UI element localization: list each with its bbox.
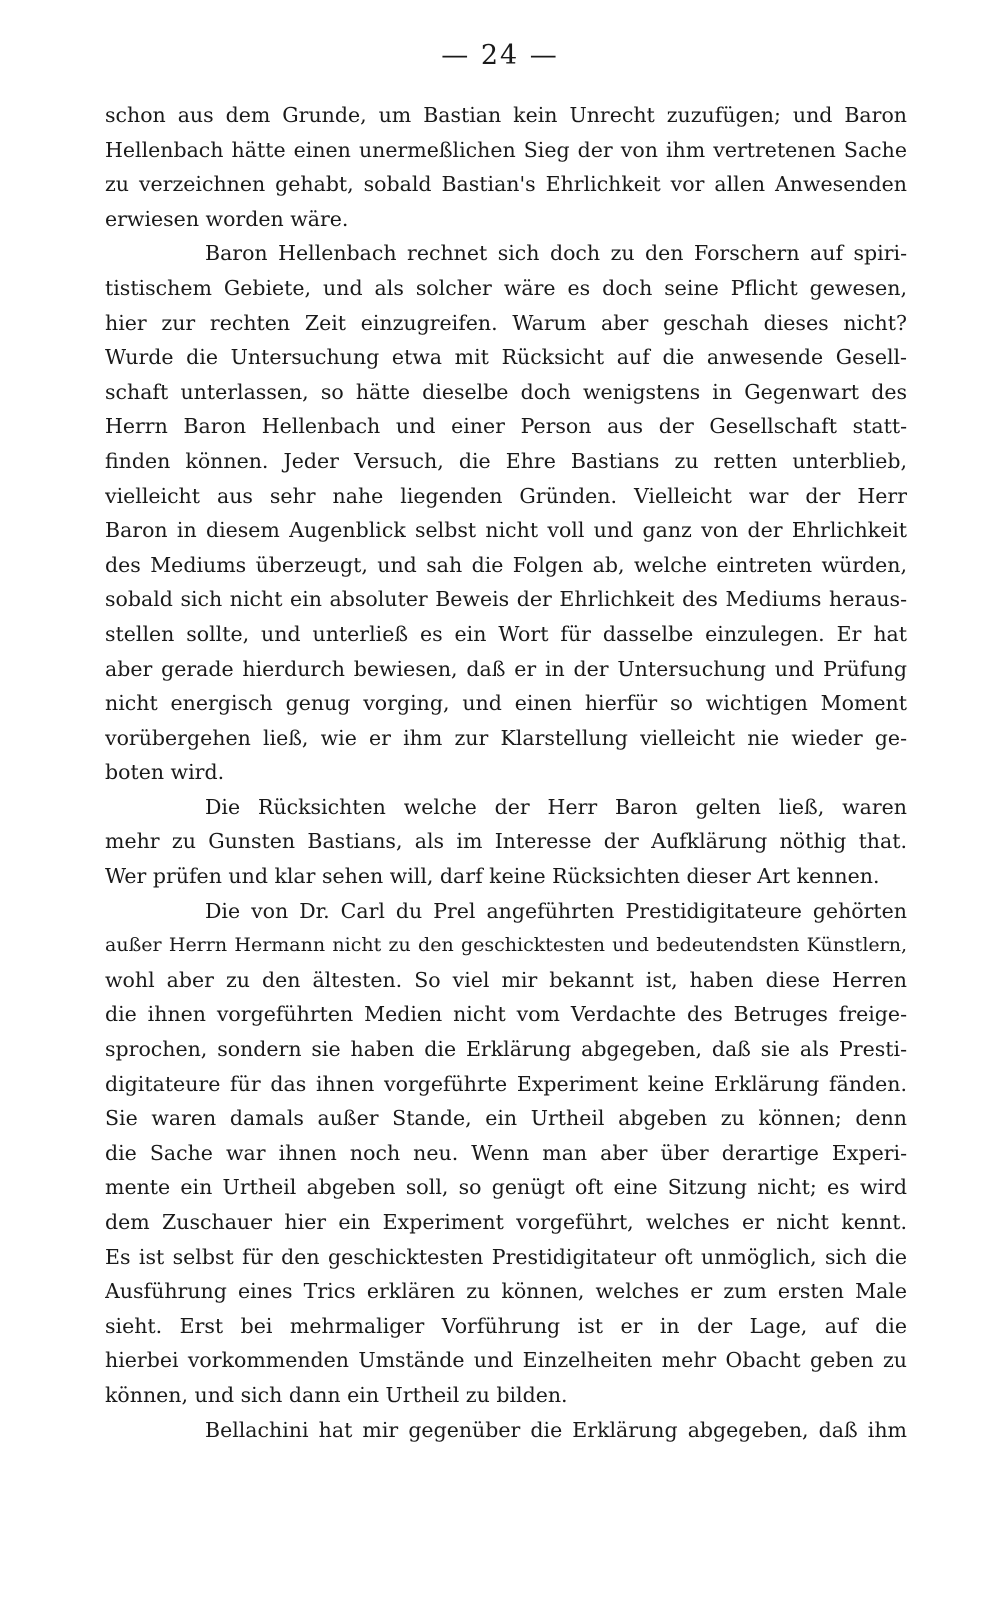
text-line: erwiesen worden wäre. xyxy=(105,206,349,231)
text-line: die Sache war ihnen noch neu. Wenn man aber über derartige Experi- xyxy=(105,1140,907,1165)
text-line: wohl aber zu den ältesten. So viel mir bekannt ist, haben diese Herren xyxy=(105,967,907,992)
text-line: schaft unterlassen, so hätte dieselbe doch wenigstens in Gegenwart des xyxy=(105,379,907,404)
page-number: — 24 — xyxy=(441,40,559,71)
text-line: Es ist selbst für den geschicktesten Prestidigitateur oft unmöglich, sich die xyxy=(105,1244,907,1269)
text-line: Baron Hellenbach rechnet sich doch zu den Forschern auf spiri- xyxy=(205,241,907,266)
text-line: Sie waren damals außer Stande, ein Urtheil abgeben zu können; denn xyxy=(105,1106,907,1131)
text-line: sieht. Erst bei mehrmaliger Vorführung ist er in der Lage, auf die xyxy=(105,1313,907,1338)
text-line: Die Rücksichten welche der Herr Baron gelten ließ, waren xyxy=(205,794,907,819)
text-line: boten wird. xyxy=(105,760,225,785)
text-line: Bellachini hat mir gegenüber die Erklärung abgegeben, daß ihm xyxy=(205,1417,907,1442)
text-line: hierbei vorkommenden Umstände und Einzelheiten mehr Obacht geben zu xyxy=(105,1348,907,1373)
text-line: digitateure für das ihnen vorgeführte Experiment keine Erklärung fänden. xyxy=(105,1071,907,1096)
text-line: mente ein Urtheil abgeben soll, so genügt oft eine Sitzung nicht; es wird xyxy=(105,1175,907,1200)
text-line: zu verzeichnen gehabt, sobald Bastian's Ehrlichkeit vor allen Anwesenden xyxy=(105,172,907,197)
text-line: sobald sich nicht ein absoluter Beweis der Ehrlichkeit des Mediums heraus- xyxy=(105,587,907,612)
text-line: des Mediums überzeugt, und sah die Folgen ab, welche eintreten würden, xyxy=(105,552,907,577)
text-line: die ihnen vorgeführten Medien nicht vom Verdachte des Betruges freige- xyxy=(105,1002,907,1027)
text-line: Wer prüfen und klar sehen will, darf keine Rücksichten dieser Art kennen. xyxy=(105,864,880,889)
text-line: schon aus dem Grunde, um Bastian kein Unrecht zuzufügen; und Baron xyxy=(105,103,907,127)
text-line: können, und sich dann ein Urtheil zu bilden. xyxy=(105,1382,568,1407)
text-line: vielleicht aus sehr nahe liegenden Gründen. Vielleicht war der Herr xyxy=(105,483,907,508)
text-line: Ausführung eines Trics erklären zu können, welches er zum ersten Male xyxy=(105,1279,907,1304)
text-line: sprochen, sondern sie haben die Erklärung abgegeben, daß sie als Presti- xyxy=(105,1037,907,1062)
text-line: tistischem Gebiete, und als solcher wäre es doch seine Pflicht gewesen, xyxy=(105,275,907,300)
body-text xyxy=(105,98,907,1447)
text-line: außer Herrn Hermann nicht zu den geschicktesten und bedeutendsten Künstlern, xyxy=(105,934,907,957)
text-line: hier zur rechten Zeit einzugreifen. Warum aber geschah dieses nicht? xyxy=(105,310,907,335)
text-line: Baron in diesem Augenblick selbst nicht voll und ganz von der Ehrlichkeit xyxy=(105,518,907,543)
text-line: aber gerade hierdurch bewiesen, daß er in der Untersuchung und Prüfung xyxy=(105,656,907,681)
text-line: Wurde die Untersuchung etwa mit Rücksicht auf die anwesende Gesell- xyxy=(105,345,907,370)
text-line: Hellenbach hätte einen unermeßlichen Sieg der von ihm vertretenen Sache xyxy=(105,137,907,162)
text-line: finden können. Jeder Versuch, die Ehre Bastians zu retten unterblieb, xyxy=(105,448,907,473)
text-line: Herrn Baron Hellenbach und einer Person aus der Gesellschaft statt- xyxy=(105,414,907,439)
text-line: stellen sollte, und unterließ es ein Wort für dasselbe einzulegen. Er hat xyxy=(105,621,907,646)
text-line: Die von Dr. Carl du Prel angeführten Prestidigitateure gehörten xyxy=(205,898,907,923)
text-line: vorübergehen ließ, wie er ihm zur Klarstellung vielleicht nie wieder ge- xyxy=(105,725,907,750)
text-line: mehr zu Gunsten Bastians, als im Interesse der Aufklärung nöthig that. xyxy=(105,829,907,854)
text-line: nicht energisch genug vorging, und einen hierfür so wichtigen Moment xyxy=(105,691,907,716)
text-line: dem Zuschauer hier ein Experiment vorgeführt, welches er nicht kennt. xyxy=(105,1210,907,1234)
